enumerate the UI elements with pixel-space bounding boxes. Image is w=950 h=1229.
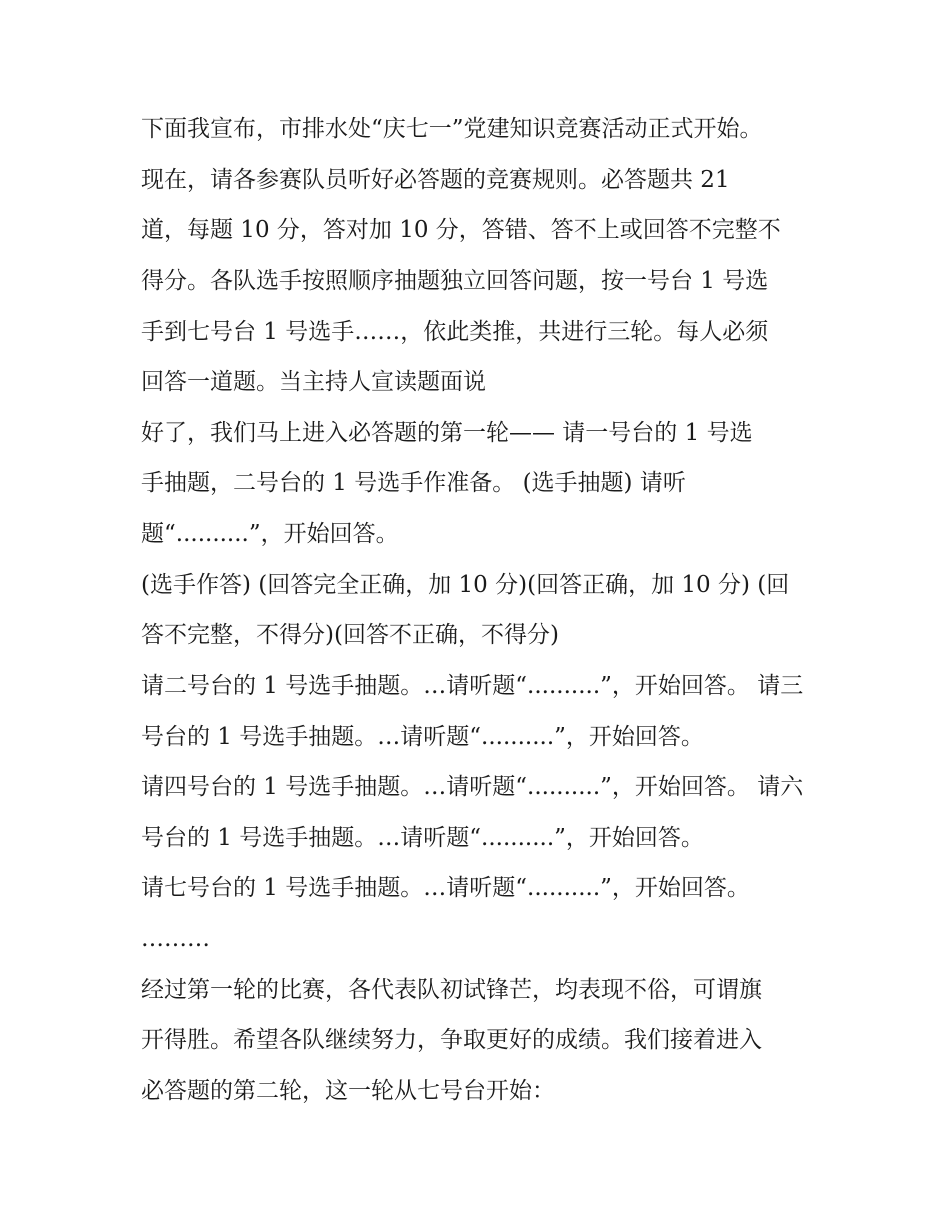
text-line: ……… — [141, 926, 210, 952]
text-line: 手到七号台 1 号选手……，依此类推，共进行三轮。每人必须 — [141, 319, 769, 345]
text-line: 回答一道题。当主持人宣读题面说 — [141, 369, 486, 395]
text-line: 经过第一轮的比赛，各代表队初试锋芒，均表现不俗，可谓旗 — [141, 977, 762, 1003]
text-line: 手抽题，二号台的 1 号选手作准备。 (选手抽题) 请听 — [141, 470, 686, 496]
text-line: 号台的 1 号选手抽题。…请听题“..........”，开始回答。 — [141, 724, 704, 750]
text-line: 题“..........”，开始回答。 — [141, 521, 399, 547]
text-line: 必答题的第二轮，这一轮从七号台开始： — [141, 1078, 555, 1104]
text-line: 现在，请各参赛队员听好必答题的竞赛规则。必答题共 21 — [141, 167, 730, 193]
text-line: 开得胜。希望各队继续努力，争取更好的成绩。我们接着进入 — [141, 1027, 762, 1053]
text-line: 请四号台的 1 号选手抽题。…请听题“..........”，开始回答。 请六 — [141, 774, 804, 800]
text-line: 好了，我们马上进入必答题的第一轮—— 请一号台的 1 号选 — [141, 420, 753, 446]
text-line: 下面我宣布，市排水处“庆七一”党建知识竞赛活动正式开始。 — [141, 116, 763, 142]
text-line: 道，每题 10 分，答对加 10 分，答错、答不上或回答不完整不 — [141, 217, 781, 243]
text-line: (选手作答) (回答完全正确，加 10 分)(回答正确，加 10 分) (回 — [141, 572, 790, 598]
text-line: 请七号台的 1 号选手抽题。…请听题“..........”，开始回答。 — [141, 875, 750, 901]
text-line: 号台的 1 号选手抽题。…请听题“..........”，开始回答。 — [141, 825, 704, 851]
text-line: 答不完整，不得分)(回答不正确，不得分) — [141, 622, 559, 648]
text-line: 请二号台的 1 号选手抽题。…请听题“..........”，开始回答。 请三 — [141, 673, 804, 699]
text-line: 得分。各队选手按照顺序抽题独立回答问题，按一号台 1 号选 — [141, 268, 769, 294]
